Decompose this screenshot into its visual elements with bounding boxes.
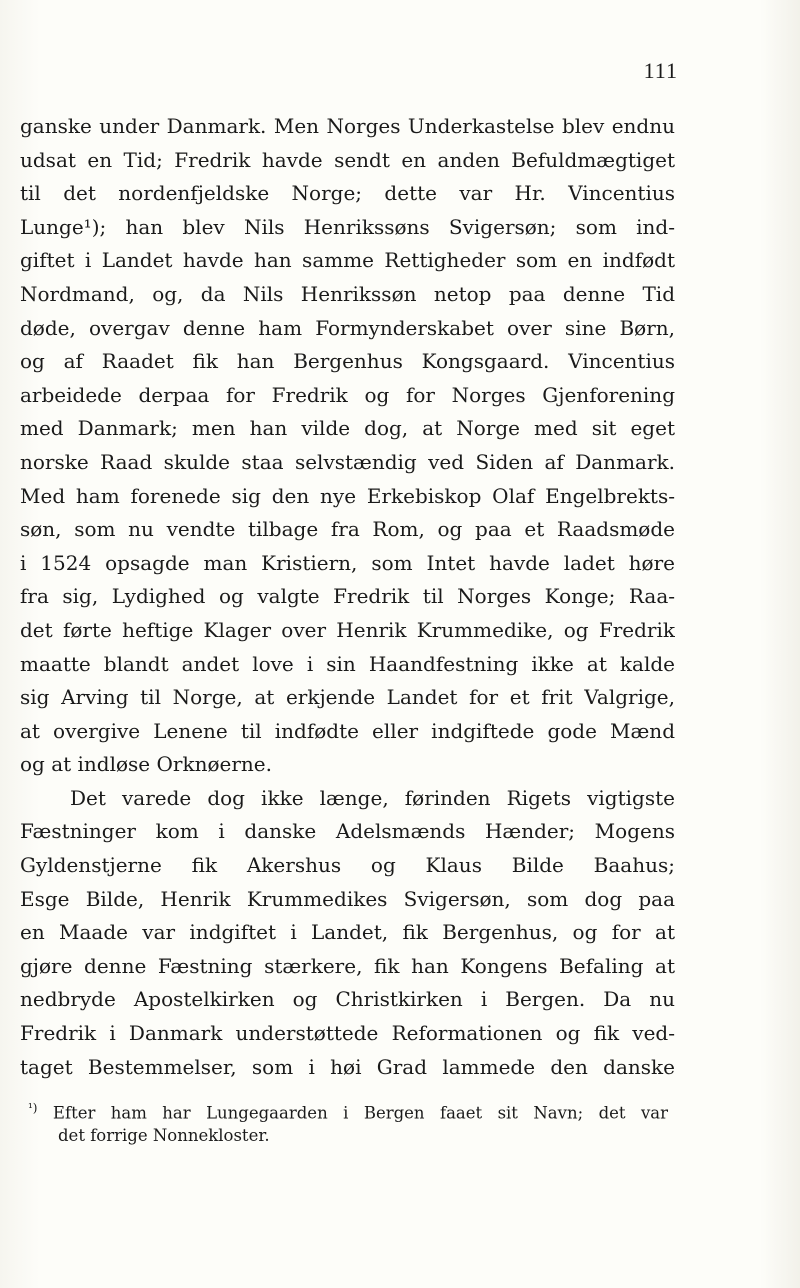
text-line: fra sig, Lydighed og valgte Fredrik til Norges Konge; Raa-	[20, 584, 675, 609]
text-line: ganske under Danmark. Men Norges Underkastelse blev endnu	[20, 114, 675, 138]
text-line: gjøre denne Fæstning stærkere, fik han Kongens Befaling at	[20, 953, 675, 978]
footnote-line	[28, 1094, 668, 1122]
text-line: at overgive Lenene til indfødte eller indgiftede gode Mænd	[20, 718, 675, 743]
text-line: døde, overgav denne ham Formynderskabet over sine Børn,	[20, 315, 675, 340]
page-number: 111	[643, 58, 678, 83]
footnote-text: Efter ham har Lungegaarden i Bergen faaet sit Navn; det var	[52, 1103, 668, 1123]
text-line: Fredrik i Danmark understøttede Reformationen og fik ved-	[20, 1021, 675, 1046]
text-line: med Danmark; men han vilde dog, at Norge med sit eget	[20, 416, 675, 441]
text-line: og af Raadet fik han Bergenhus Kongsgaard. Vincentius	[20, 349, 675, 374]
text-line: maatte blandt andet love i sin Haandfestning ikke at kalde	[20, 651, 675, 676]
text-line: nedbryde Apostelkirken og Christkirken i Bergen. Da nu	[20, 987, 675, 1012]
footnote-line: det forrige Nonnekloster.	[58, 1126, 270, 1145]
text-line: Fæstninger kom i danske Adelsmænds Hænder; Mogens	[20, 819, 675, 844]
text-line: taget Bestemmelser, som i høi Grad lammede den danske	[20, 1054, 675, 1079]
text-line: Gyldenstjerne fik Akershus og Klaus Bilde Baahus;	[20, 853, 675, 878]
text-line: det førte heftige Klager over Henrik Krummedike, og Fredrik	[20, 617, 675, 642]
text-line: udsat en Tid; Fredrik havde sendt en anden Befuldmægtiget	[20, 147, 675, 172]
text-line: og at indløse Orknøerne.	[20, 752, 272, 777]
text-line: søn, som nu vendte tilbage fra Rom, og paa et Raadsmøde	[20, 517, 675, 542]
text-line: i 1524 opsagde man Kristiern, som Intet havde ladet høre	[20, 550, 675, 575]
text-line: norske Raad skulde staa selvstændig ved Siden af Danmark.	[20, 449, 675, 474]
text-line: Nordmand, og, da Nils Henrikssøn netop paa denne Tid	[20, 281, 675, 306]
text-line: sig Arving til Norge, at erkjende Landet for et frit Valgrige,	[20, 685, 675, 710]
text-line: til det nordenfjeldske Norge; dette var Hr. Vincentius	[20, 181, 675, 206]
body-text	[20, 110, 675, 1084]
footnote-marker: ¹)	[28, 1101, 38, 1115]
text-line: arbeidede derpaa for Fredrik og for Norges Gjenforening	[20, 382, 675, 407]
text-line: giftet i Landet havde han samme Rettigheder som en indfødt	[20, 248, 675, 273]
text-line: Det varede dog ikke længe, førinden Rigets vigtigste	[70, 785, 675, 810]
text-line: Esge Bilde, Henrik Krummedikes Svigersøn, som dog paa	[20, 886, 675, 911]
text-line: en Maade var indgiftet i Landet, fik Bergenhus, og for at	[20, 920, 675, 945]
text-line: Lunge¹); han blev Nils Henrikssøns Svigersøn; som ind-	[20, 214, 675, 239]
footnote	[28, 1094, 668, 1150]
text-line: Med ham forenede sig den nye Erkebiskop Olaf Engelbrekts-	[20, 483, 675, 508]
